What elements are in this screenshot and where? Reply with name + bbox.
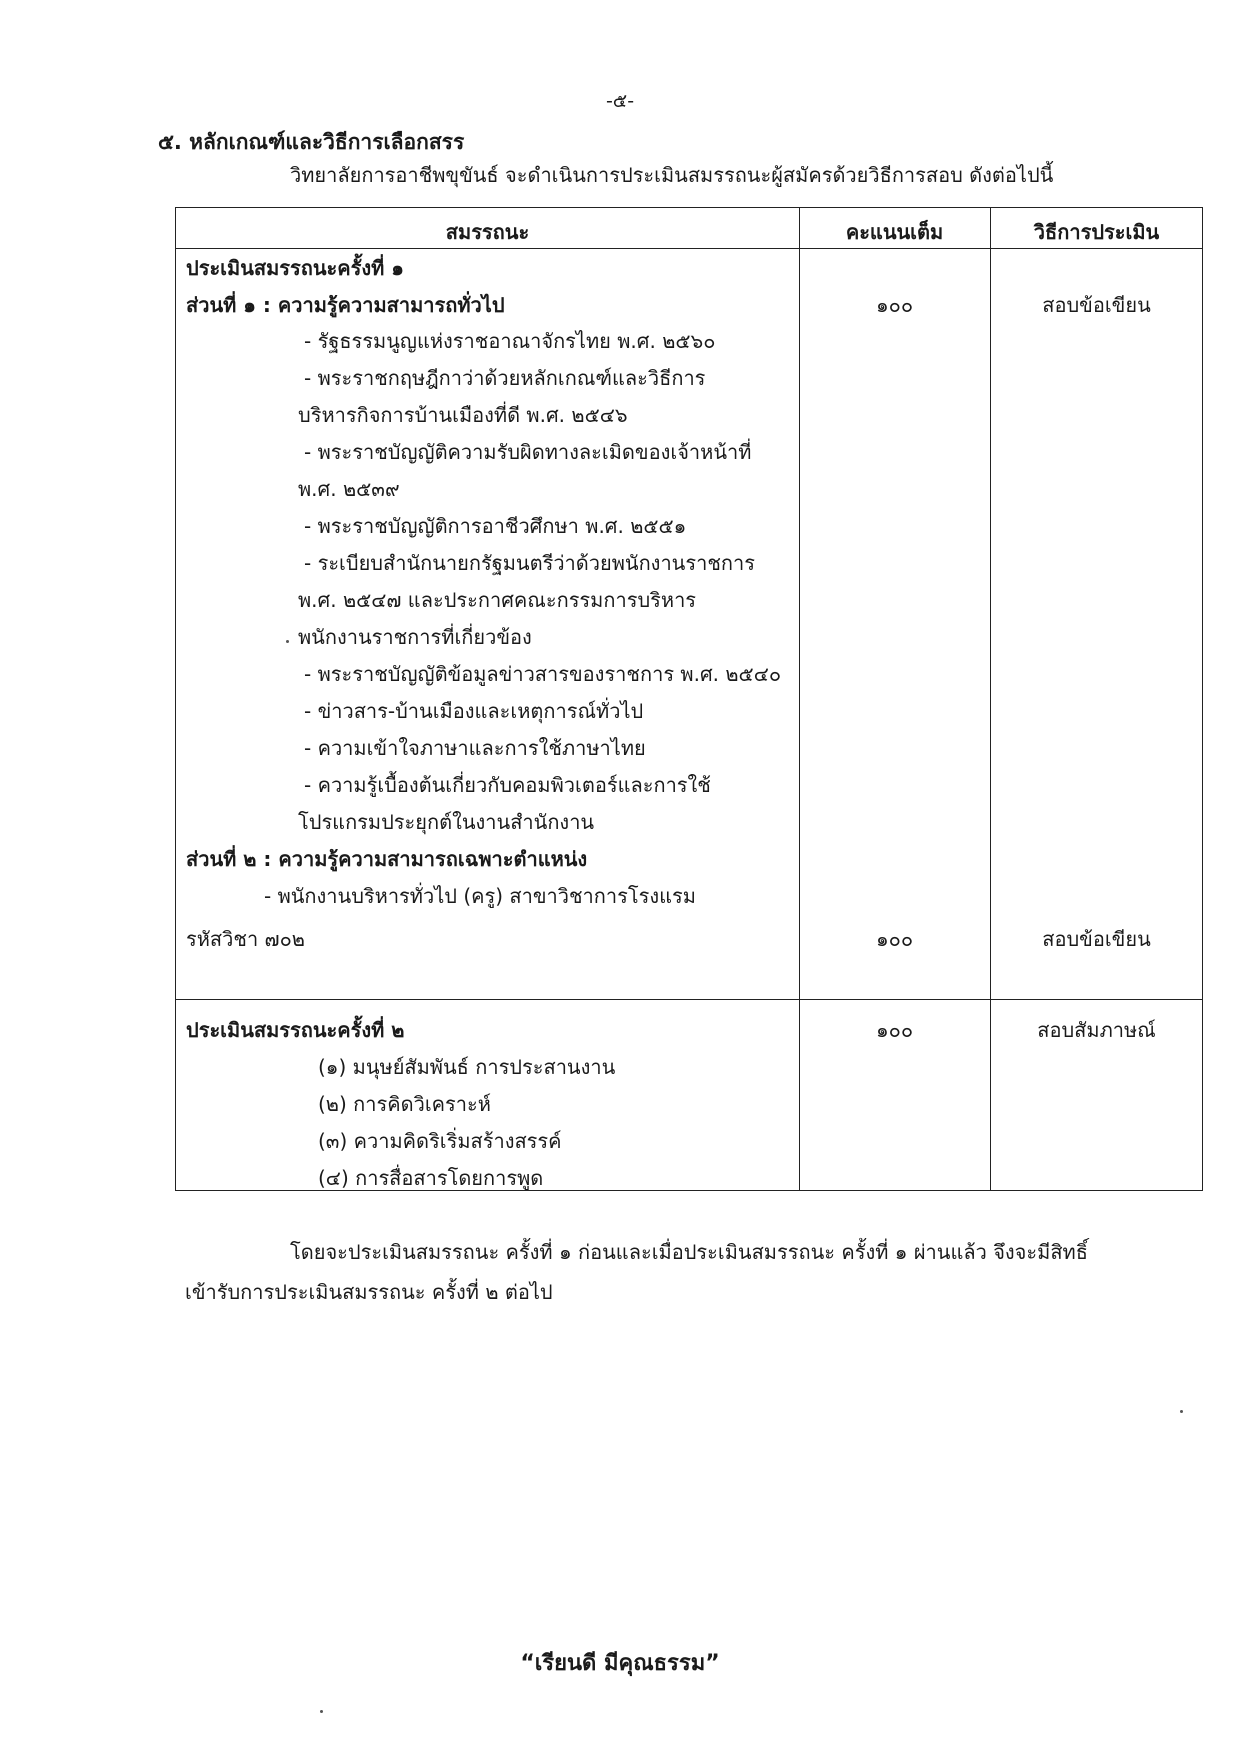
part2-line: รหัสวิชา ๗๐๒ [186, 927, 305, 951]
part1-score: ๑๐๐ [875, 293, 914, 317]
round2-item: (๑) มนุษย์สัมพันธ์ การประสานงาน [318, 1055, 616, 1079]
part1-line: บริหารกิจการบ้านเมืองที่ดี พ.ศ. ๒๕๔๖ [298, 403, 628, 427]
part1-line: พนักงานราชการที่เกี่ยวข้อง [298, 625, 532, 649]
header-competency: สมรรถนะ [445, 220, 530, 244]
part1-line: - พระราชบัญญัติการอาชีวศึกษา พ.ศ. ๒๕๕๑ [304, 514, 687, 538]
scan-speck [320, 1710, 323, 1713]
part1-line: - พระราชบัญญัติความรับผิดทางละเมิดของเจ้าหน้าที่ [304, 440, 752, 464]
round1-title: ประเมินสมรรถนะครั้งที่ ๑ [186, 256, 404, 280]
round2-item: (๔) การสื่อสารโดยการพูด [318, 1166, 544, 1190]
part2-score: ๑๐๐ [875, 927, 914, 951]
scan-speck [1180, 1410, 1183, 1413]
part2-title: ส่วนที่ ๒ : ความรู้ความสามารถเฉพาะตำแหน่ง [186, 847, 588, 871]
part2-line: - พนักงานบริหารทั่วไป (ครู) สาขาวิชาการโรงแรม [264, 884, 696, 908]
part1-line: พ.ศ. ๒๕๔๗ และประกาศคณะกรรมการบริหาร [298, 588, 697, 612]
part1-line: - พระราชกฤษฎีกาว่าด้วยหลักเกณฑ์และวิธีการ [304, 366, 706, 390]
part1-line: พ.ศ. ๒๕๓๙ [298, 477, 400, 501]
round-divider [176, 999, 1202, 1000]
round2-score: ๑๐๐ [875, 1018, 914, 1042]
assessment-table [175, 207, 1203, 1191]
header-divider [176, 248, 1202, 249]
header-full-score: คะแนนเต็ม [845, 220, 944, 244]
page-number: -๕- [605, 90, 635, 112]
round2-item: (๒) การคิดวิเคราะห์ [318, 1092, 491, 1116]
part1-line: - พระราชบัญญัติข้อมูลข่าวสารของราชการ พ.ศ. ๒๕๔๐ [304, 662, 782, 686]
part1-line: - ระเบียบสำนักนายกรัฐมนตรีว่าด้วยพนักงานราชการ [304, 551, 755, 575]
round2-method: สอบสัมภาษณ์ [1037, 1018, 1156, 1042]
closing-line-1: โดยจะประเมินสมรรถนะ ครั้งที่ ๑ ก่อนและเมื่อประเมินสมรรถนะ ครั้งที่ ๑ ผ่านแล้ว จึงจะมีสิทธิ์ [290, 1240, 1088, 1264]
part1-line: โปรแกรมประยุกต์ในงานสำนักงาน [298, 810, 595, 834]
part1-title: ส่วนที่ ๑ : ความรู้ความสามารถทั่วไป [186, 293, 505, 317]
part2-method: สอบข้อเขียน [1042, 927, 1151, 951]
motto: “เรียนดี มีคุณธรรม” [520, 1651, 720, 1676]
closing-line-2: เข้ารับการประเมินสมรรถนะ ครั้งที่ ๒ ต่อไป [185, 1280, 553, 1304]
section-heading: ๕. หลักเกณฑ์และวิธีการเลือกสรร [158, 130, 465, 154]
round2-title: ประเมินสมรรถนะครั้งที่ ๒ [186, 1018, 405, 1042]
part1-line: - รัฐธรรมนูญแห่งราชอาณาจักรไทย พ.ศ. ๒๕๖๐ [304, 329, 716, 353]
part1-line: - ความรู้เบื้องต้นเกี่ยวกับคอมพิวเตอร์และการใช้ [304, 773, 711, 797]
part1-line: - ความเข้าใจภาษาและการใช้ภาษาไทย [304, 736, 646, 760]
scan-speck [286, 640, 289, 643]
part1-method: สอบข้อเขียน [1042, 293, 1151, 317]
part1-line: - ข่าวสาร-บ้านเมืองและเหตุการณ์ทั่วไป [304, 699, 644, 723]
intro-paragraph: วิทยาลัยการอาชีพขุขันธ์ จะดำเนินการประเมินสมรรถนะผู้สมัครด้วยวิธีการสอบ ดังต่อไปนี้ [290, 163, 1054, 187]
round2-item: (๓) ความคิดริเริ่มสร้างสรรค์ [318, 1129, 562, 1153]
header-method: วิธีการประเมิน [1033, 220, 1160, 244]
